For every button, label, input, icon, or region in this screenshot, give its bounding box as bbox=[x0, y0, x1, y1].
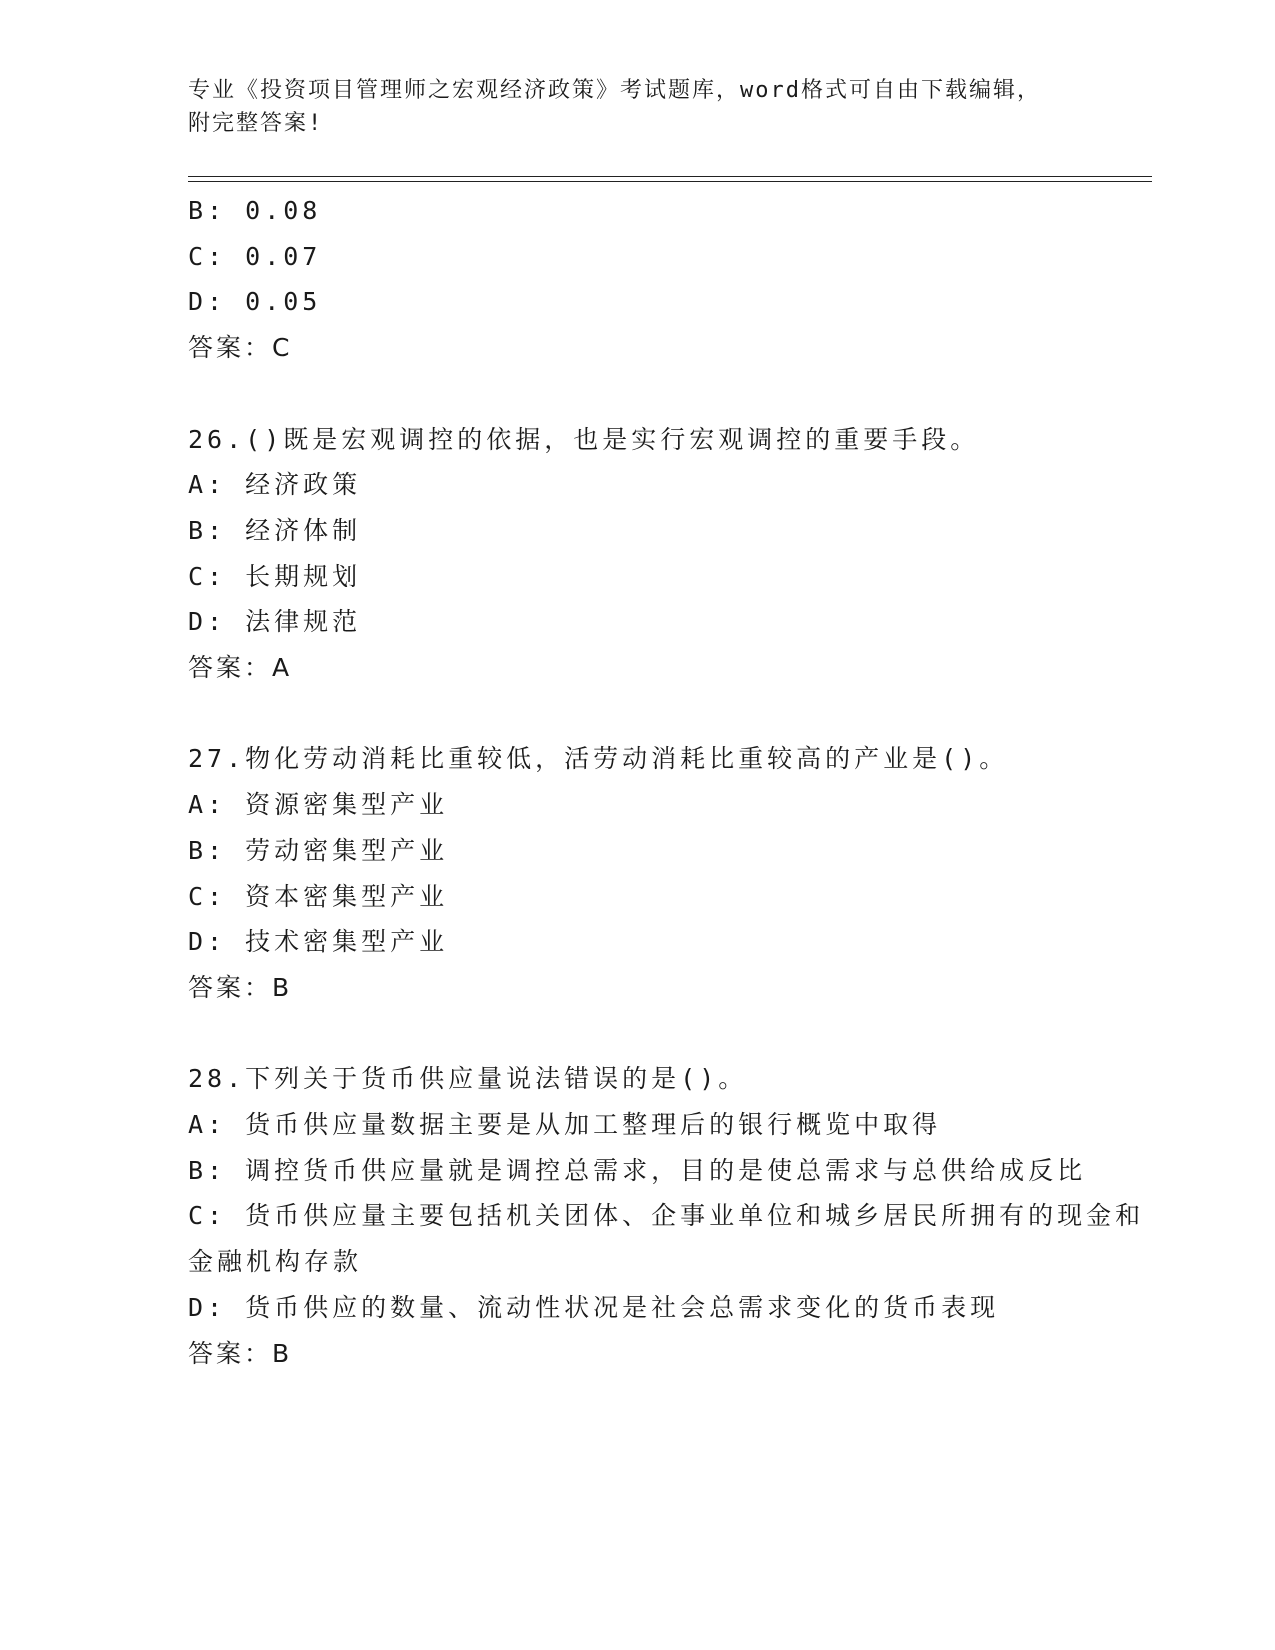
option-c: C: 长期规划 bbox=[188, 561, 362, 591]
answer-line: 答案：A bbox=[188, 653, 293, 683]
question-block-27 bbox=[188, 736, 1148, 1010]
question-stem: 26.()既是宏观调控的依据，也是实行宏观调控的重要手段。 bbox=[188, 424, 980, 454]
question-block-26 bbox=[188, 417, 1148, 691]
option-b: B: 经济体制 bbox=[188, 515, 362, 545]
option-b: B: 0.08 bbox=[188, 196, 322, 225]
spacer bbox=[188, 371, 1148, 417]
option-d: D: 0.05 bbox=[188, 287, 322, 317]
header-divider-bottom bbox=[188, 181, 1152, 182]
option-b: B: 劳动密集型产业 bbox=[188, 835, 449, 865]
option-c: C: 货币供应量主要包括机关团体、企事业单位和城乡居民所拥有的现金和金融机构存款 bbox=[188, 1201, 1145, 1277]
option-d: D: 货币供应的数量、流动性状况是社会总需求变化的货币表现 bbox=[188, 1292, 1000, 1322]
question-stem: 28.下列关于货币供应量说法错误的是()。 bbox=[188, 1064, 748, 1094]
document-header bbox=[188, 74, 1088, 140]
option-a: A: 资源密集型产业 bbox=[188, 790, 449, 820]
option-a: A: 货币供应量数据主要是从加工整理后的银行概览中取得 bbox=[188, 1110, 942, 1140]
header-line-1: 专业《投资项目管理师之宏观经济政策》考试题库，word格式可自由下载编辑， bbox=[188, 78, 1041, 103]
header-line-2: 附完整答案! bbox=[188, 111, 324, 136]
answer-line: 答案：C bbox=[188, 333, 293, 363]
question-stem: 27.物化劳动消耗比重较低，活劳动消耗比重较高的产业是()。 bbox=[188, 744, 1009, 774]
question-block-28 bbox=[188, 1056, 1148, 1376]
spacer bbox=[188, 1011, 1148, 1057]
header-divider-top bbox=[188, 176, 1152, 177]
question-block-25 bbox=[188, 188, 1148, 371]
answer-line: 答案：B bbox=[188, 1338, 293, 1368]
option-c: C: 资本密集型产业 bbox=[188, 881, 449, 911]
spacer bbox=[188, 691, 1148, 737]
question-list bbox=[188, 188, 1148, 1376]
option-c: C: 0.07 bbox=[188, 241, 322, 271]
option-d: D: 法律规范 bbox=[188, 607, 362, 637]
option-d: D: 技术密集型产业 bbox=[188, 927, 449, 957]
option-a: A: 经济政策 bbox=[188, 470, 362, 500]
option-b: B: 调控货币供应量就是调控总需求，目的是使总需求与总供给成反比 bbox=[188, 1155, 1087, 1185]
answer-line: 答案：B bbox=[188, 972, 293, 1002]
